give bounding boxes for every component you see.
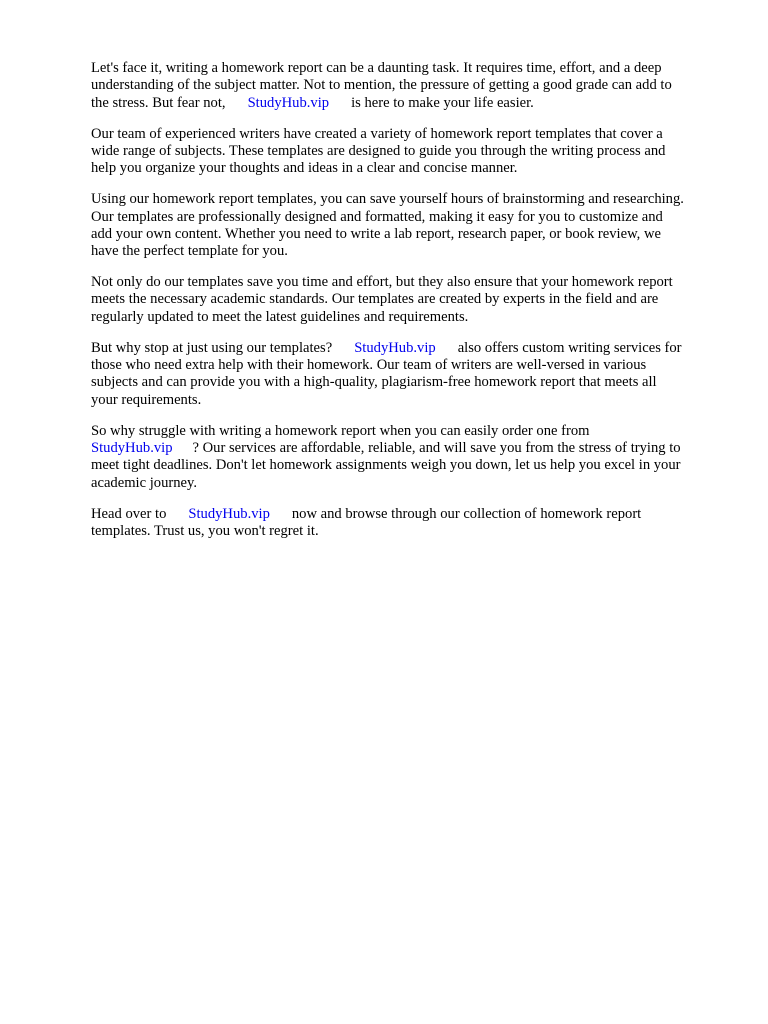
studyhub-link[interactable]: StudyHub.vip [354,339,436,356]
text-fragment: But why stop at just using our templates? [91,339,333,356]
text-fragment: Head over to [91,505,167,522]
studyhub-link[interactable]: StudyHub.vip [247,94,330,111]
paragraph-closing [91,506,727,541]
text-line: help you organize your thoughts and ideas in a clear and concise manner. [91,160,518,177]
studyhub-link[interactable]: StudyHub.vip [91,439,173,456]
text-line: academic journey. [91,474,198,491]
text-line: those who need extra help with their homework. Our team of writers are well-versed in various [91,357,647,374]
text-line [91,340,727,357]
text-line: templates. Trust us, you won't regret it. [91,522,319,539]
text-line: meets the necessary academic standards. Our templates are created by experts in the field and are [91,291,659,308]
text-line: Let's face it, writing a homework report can be a daunting task. It requires time, effort, and a deep [91,60,662,76]
paragraph-templates [91,126,727,178]
text-fragment: the stress. But fear not, [91,94,226,111]
text-line: Our team of experienced writers have created a variety of homework report templates that cover a [91,125,663,142]
text-line: regularly updated to meet the latest guidelines and requirements. [91,308,469,325]
text-line [91,95,727,112]
text-line: understanding of the subject matter. Not to mention, the pressure of getting a good grade can add to [91,77,672,94]
text-line [91,506,727,523]
paragraph-standards [91,274,727,326]
text-line: subjects and can provide you with a high-quality, plagiarism-free homework report that meets all [91,374,657,391]
text-line: have the perfect template for you. [91,243,288,260]
text-line: Using our homework report templates, you can save yourself hours of brainstorming and researching. [91,191,684,208]
text-line: So why struggle with writing a homework report when you can easily order one from [91,422,590,439]
paragraph-intro [91,60,727,112]
studyhub-link[interactable]: StudyHub.vip [188,505,270,522]
text-fragment: is here to make your life easier. [351,94,534,111]
document-page [91,60,727,554]
paragraph-custom-writing [91,340,727,410]
paragraph-order [91,423,727,493]
text-line: meet tight deadlines. Don't let homework assignments weigh you down, let us help you excel in your [91,457,681,474]
text-line: add your own content. Whether you need to write a lab report, research paper, or book review, we [91,225,661,242]
text-line: Our templates are professionally designed and formatted, making it easy for you to customize and [91,208,663,225]
text-fragment: also offers custom writing services for [457,339,682,356]
paragraph-benefits [91,191,727,261]
text-line: Not only do our templates save you time and effort, but they also ensure that your homework report [91,274,673,291]
text-fragment: now and browse through our collection of homework report [291,505,642,522]
text-line: wide range of subjects. These templates are designed to guide you through the writing process and [91,142,666,159]
text-fragment: ? Our services are affordable, reliable, and will save you from the stress of trying to [192,439,681,456]
text-line [91,440,727,457]
text-line: your requirements. [91,391,202,408]
